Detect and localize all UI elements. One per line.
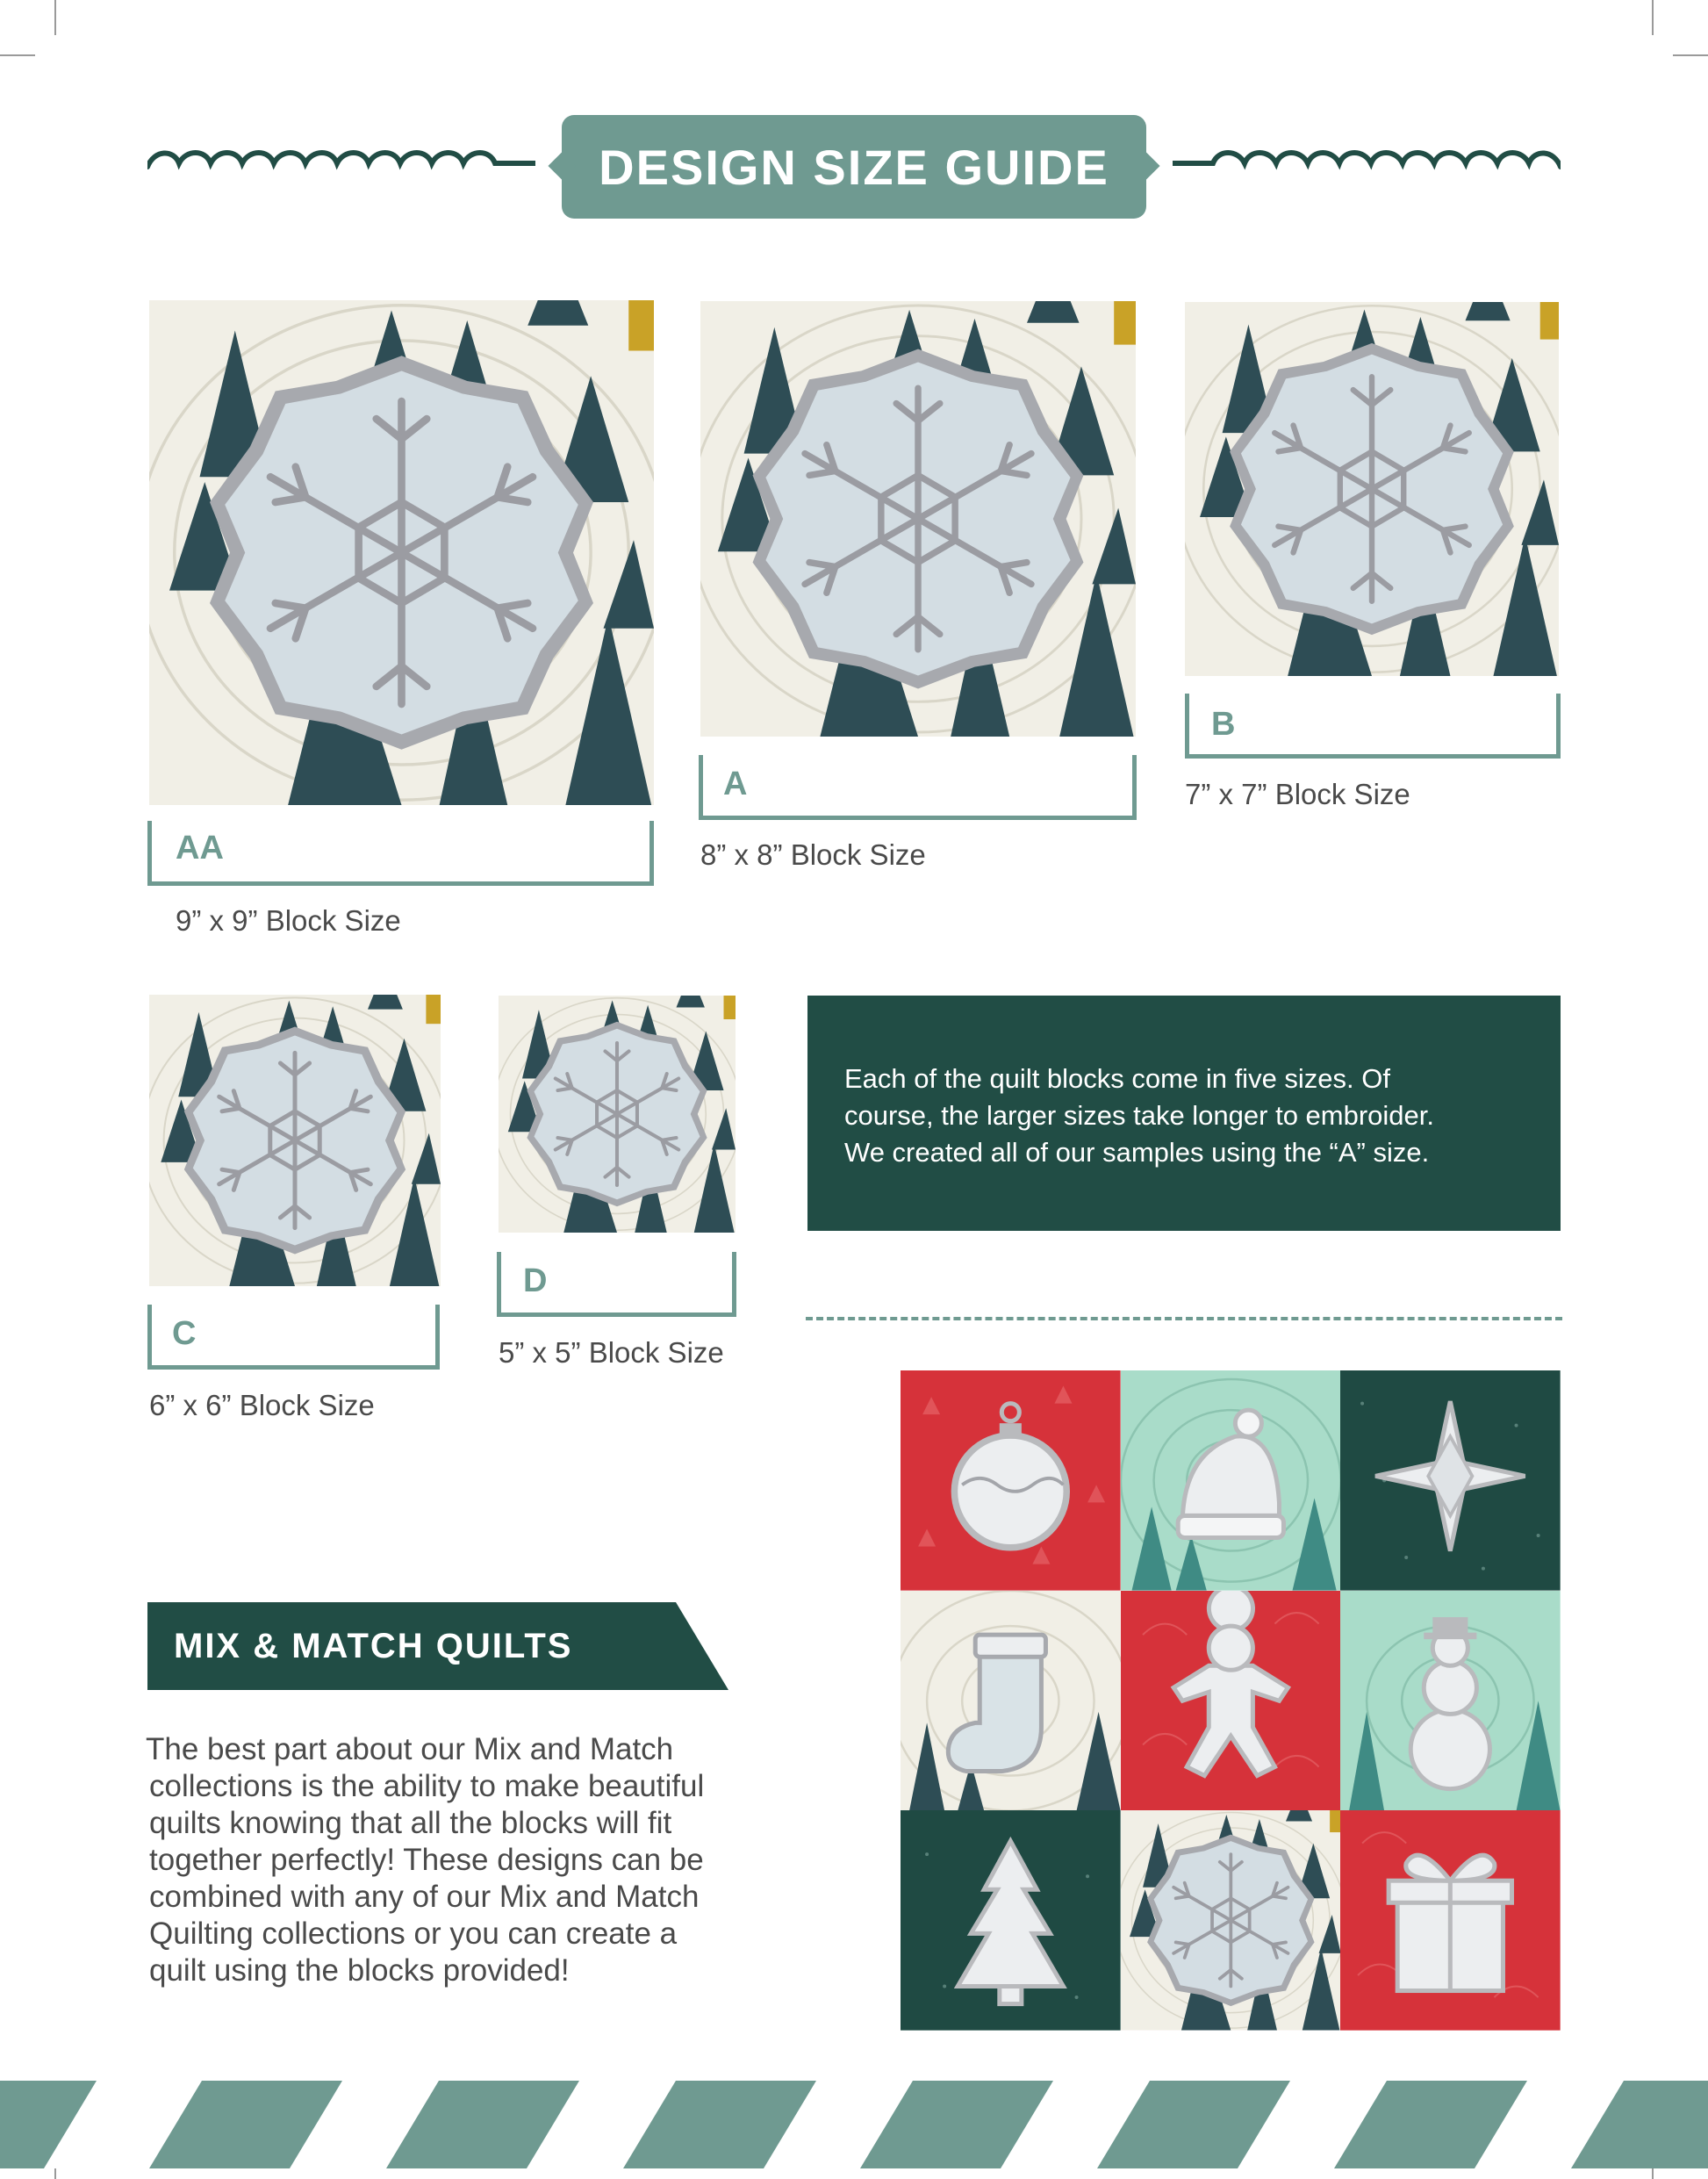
block-image-b xyxy=(1185,302,1559,676)
header-wave-left xyxy=(147,140,535,176)
page-title-banner xyxy=(562,115,1146,219)
mix-match-line: quilts knowing that all the blocks will fit xyxy=(149,1806,672,1840)
quilt-block-gingerbread-man xyxy=(1121,1591,1341,1811)
header-wave-right xyxy=(1173,140,1561,176)
size-tag-b xyxy=(1185,694,1561,759)
size-letter-b: B xyxy=(1211,706,1236,743)
quilt-block-snowflake xyxy=(1121,1810,1341,2031)
info-box xyxy=(807,996,1561,1231)
size-label-c: 6” x 6” Block Size xyxy=(149,1389,375,1421)
size-letter-d: D xyxy=(523,1262,548,1299)
size-tag-a xyxy=(699,755,1137,820)
info-line: Each of the quilt blocks come in five sizes. Of xyxy=(844,1063,1390,1094)
size-letter-c: C xyxy=(172,1315,197,1352)
block-image-c xyxy=(149,995,441,1286)
block-image-d xyxy=(499,996,736,1233)
block-image-a xyxy=(700,301,1136,737)
crop-mark xyxy=(0,54,35,56)
quilt-sample-grid xyxy=(901,1370,1561,2031)
quilt-block-tree xyxy=(901,1810,1121,2031)
size-label-d: 5” x 5” Block Size xyxy=(499,1336,724,1369)
quilt-block-stocking xyxy=(901,1591,1121,1811)
size-label-b: 7” x 7” Block Size xyxy=(1185,778,1410,810)
quilt-block-gift xyxy=(1340,1810,1561,2031)
info-line: course, the larger sizes take longer to embroider. xyxy=(844,1100,1435,1131)
mix-match-body xyxy=(146,1731,743,1989)
crop-mark xyxy=(1673,54,1708,56)
mix-match-line: together perfectly! These designs can be xyxy=(149,1843,704,1877)
crop-mark xyxy=(1652,0,1654,35)
size-label-aa: 9” x 9” Block Size xyxy=(176,904,401,937)
crop-mark xyxy=(54,0,56,35)
mix-match-line: combined with any of our Mix and Match xyxy=(149,1880,700,1914)
info-line: We created all of our samples using the “A” size. xyxy=(844,1137,1430,1168)
size-label-a: 8” x 8” Block Size xyxy=(700,838,926,871)
quilt-block-hat xyxy=(1121,1370,1341,1591)
mix-match-line: quilt using the blocks provided! xyxy=(149,1953,570,1988)
mix-match-line: collections is the ability to make beautiful xyxy=(149,1769,705,1803)
page-title: DESIGN SIZE GUIDE xyxy=(599,139,1109,195)
mix-match-line: Quilting collections or you can create a xyxy=(149,1917,678,1951)
quilt-block-ornament xyxy=(901,1370,1121,1591)
block-image-aa xyxy=(149,300,654,805)
quilt-block-snowman xyxy=(1340,1591,1561,1811)
mix-match-line: The best part about our Mix and Match xyxy=(146,1732,674,1766)
size-letter-aa: AA xyxy=(176,830,224,867)
dashed-divider xyxy=(806,1317,1562,1320)
quilt-block-star xyxy=(1340,1370,1561,1591)
footer-stripe-band xyxy=(0,2081,1708,2168)
size-letter-a: A xyxy=(723,766,748,802)
mix-match-title: MIX & MATCH QUILTS xyxy=(174,1627,573,1665)
